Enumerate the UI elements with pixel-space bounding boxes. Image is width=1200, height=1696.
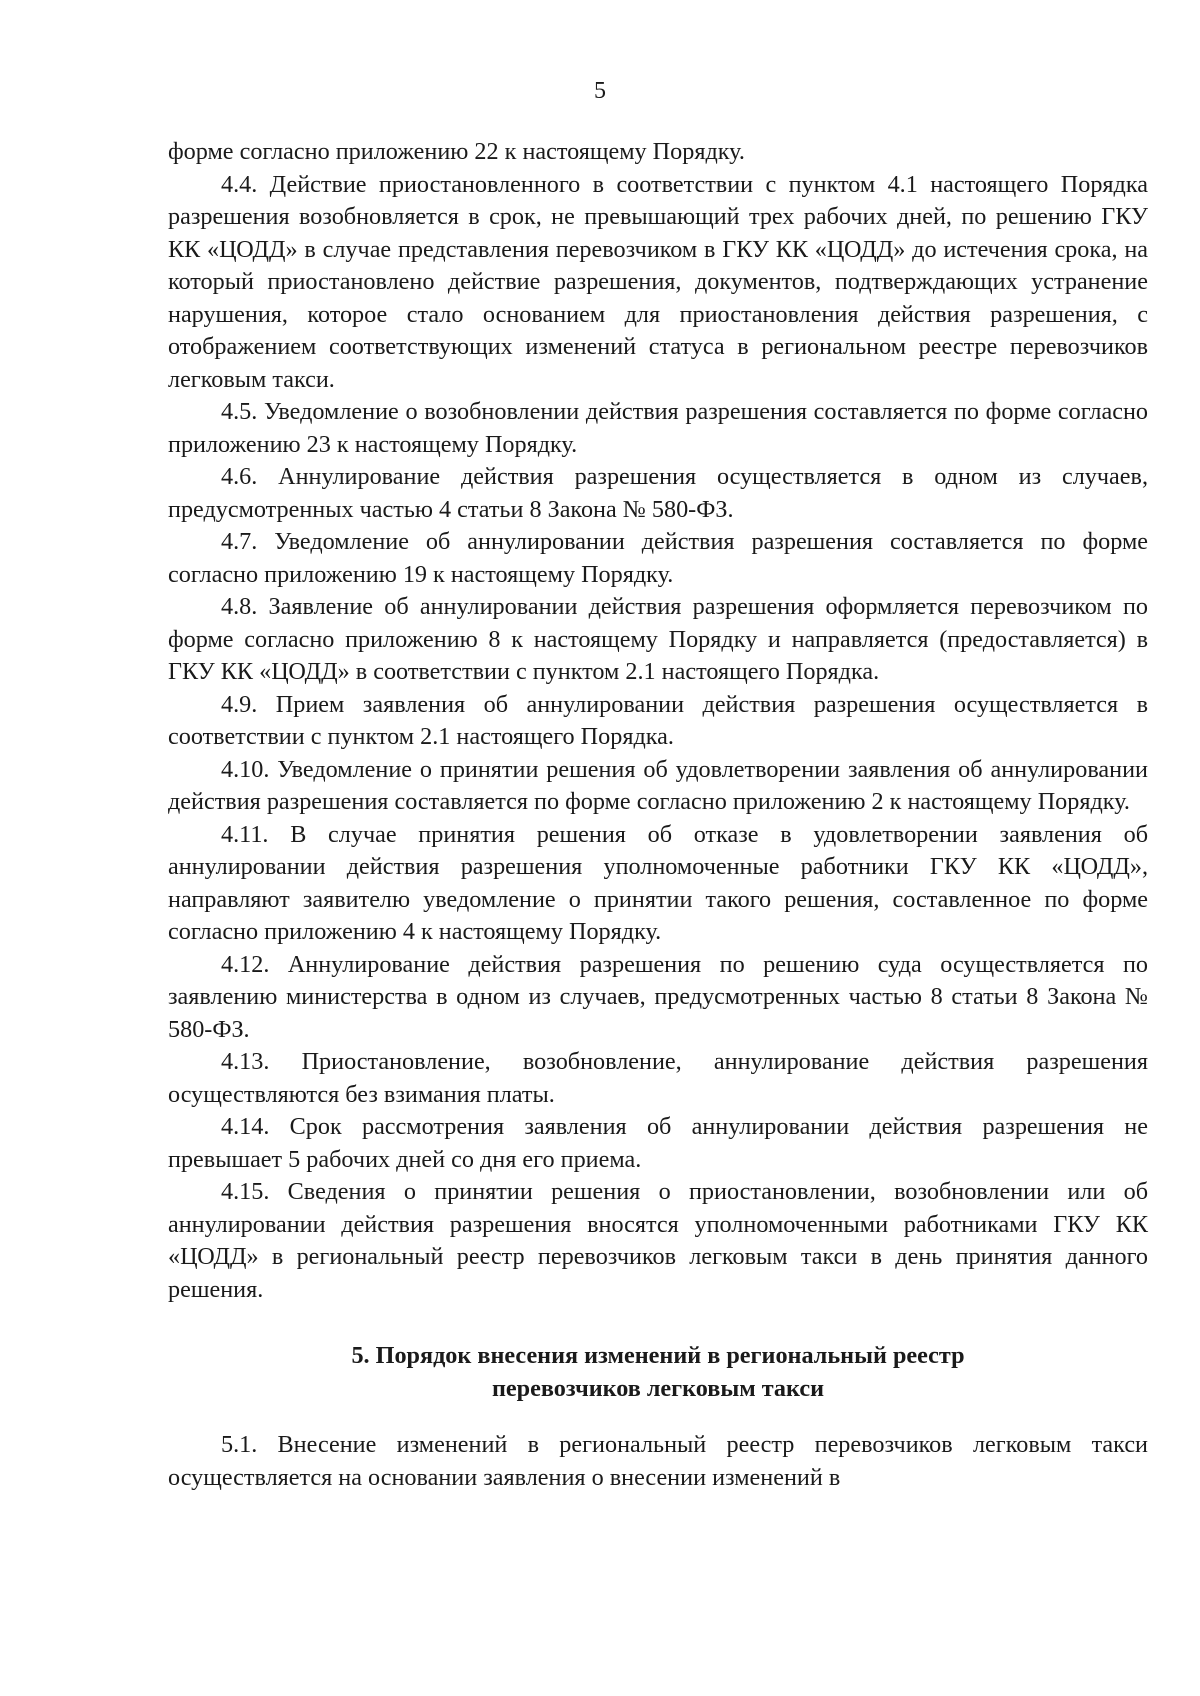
paragraph-4-15: 4.15. Сведения о принятии решения о приостановлении, возобновлении или об аннулировании действия разрешения вносятся уполномоченными работниками ГКУ КК «ЦОДД» в региональный реестр перевозчиков легковым такси в день принятия данного решения. [168, 1178, 1148, 1303]
paragraph-4-14: 4.14. Срок рассмотрения заявления об аннулировании действия разрешения не превышает 5 рабочих дней со дня его приема. [168, 1113, 1148, 1173]
page-number: 5 [594, 78, 606, 104]
section-heading-line-2: перевозчиков легковым такси [491, 1374, 825, 1402]
paragraph-4-10: 4.10. Уведомление о принятии решения об удовлетворении заявления об аннулировании действия разрешения составляется по форме согласно приложению 2 к настоящему Порядку. [168, 755, 1148, 815]
paragraph-4-7: 4.7. Уведомление об аннулировании действия разрешения составляется по форме согласно приложению 19 к настоящему Порядку. [168, 528, 1148, 588]
paragraph-4-5: 4.5. Уведомление о возобновлении действия разрешения составляется по форме согласно приложению 23 к настоящему Порядку. [168, 398, 1148, 458]
paragraph-5-1: 5.1. Внесение изменений в региональный реестр перевозчиков легковым такси осуществляется на основании заявления о внесении изменений в [168, 1431, 1148, 1491]
paragraph-continuation: форме согласно приложению 22 к настоящему Порядку. [168, 138, 745, 165]
paragraph-4-4: 4.4. Действие приостановленного в соответствии с пунктом 4.1 настоящего Порядка разрешения возобновляется в срок, не превышающий трех рабочих дней, по решению ГКУ КК «ЦОДД» в случае представления перевозчиком в ГКУ КК «ЦОДД» до истечения срока, на который приостановлено действие разрешения, документов, подтверждающих устранение нарушения, которое стало основанием для приостановления действия разрешения, с отображением соответствующих изменений статуса в региональном реестре перевозчиков легковым такси. [168, 170, 1148, 393]
paragraph-4-12: 4.12. Аннулирование действия разрешения по решению суда осуществляется по заявлению министерства в одном из случаев, предусмотренных частью 8 статьи 8 Закона № 580-ФЗ. [168, 950, 1148, 1043]
paragraph-4-9: 4.9. Прием заявления об аннулировании действия разрешения осуществляется в соответствии с пунктом 2.1 настоящего Порядка. [168, 690, 1148, 750]
section-heading-line-1: 5. Порядок внесения изменений в региональный реестр [351, 1342, 965, 1369]
paragraph-4-8: 4.8. Заявление об аннулировании действия разрешения оформляется перевозчиком по форме согласно приложению 8 к настоящему Порядку и направляется (предоставляется) в ГКУ КК «ЦОДД» в соответствии с пунктом 2.1 настоящего Порядка. [168, 593, 1148, 685]
paragraph-4-13: 4.13. Приостановление, возобновление, аннулирование действия разрешения осуществляются без взимания платы. [168, 1048, 1148, 1108]
document-body [168, 136, 1148, 1494]
section-heading [168, 1340, 1148, 1405]
paragraph-4-11: 4.11. В случае принятия решения об отказе в удовлетворении заявления об аннулировании действия разрешения уполномоченные работники ГКУ КК «ЦОДД», направляют заявителю уведомление о принятии такого решения, составленное по форме согласно приложению 4 к настоящему Порядку. [168, 820, 1148, 945]
paragraph-4-6: 4.6. Аннулирование действия разрешения осуществляется в одном из случаев, предусмотренных частью 4 статьи 8 Закона № 580-ФЗ. [168, 463, 1148, 523]
